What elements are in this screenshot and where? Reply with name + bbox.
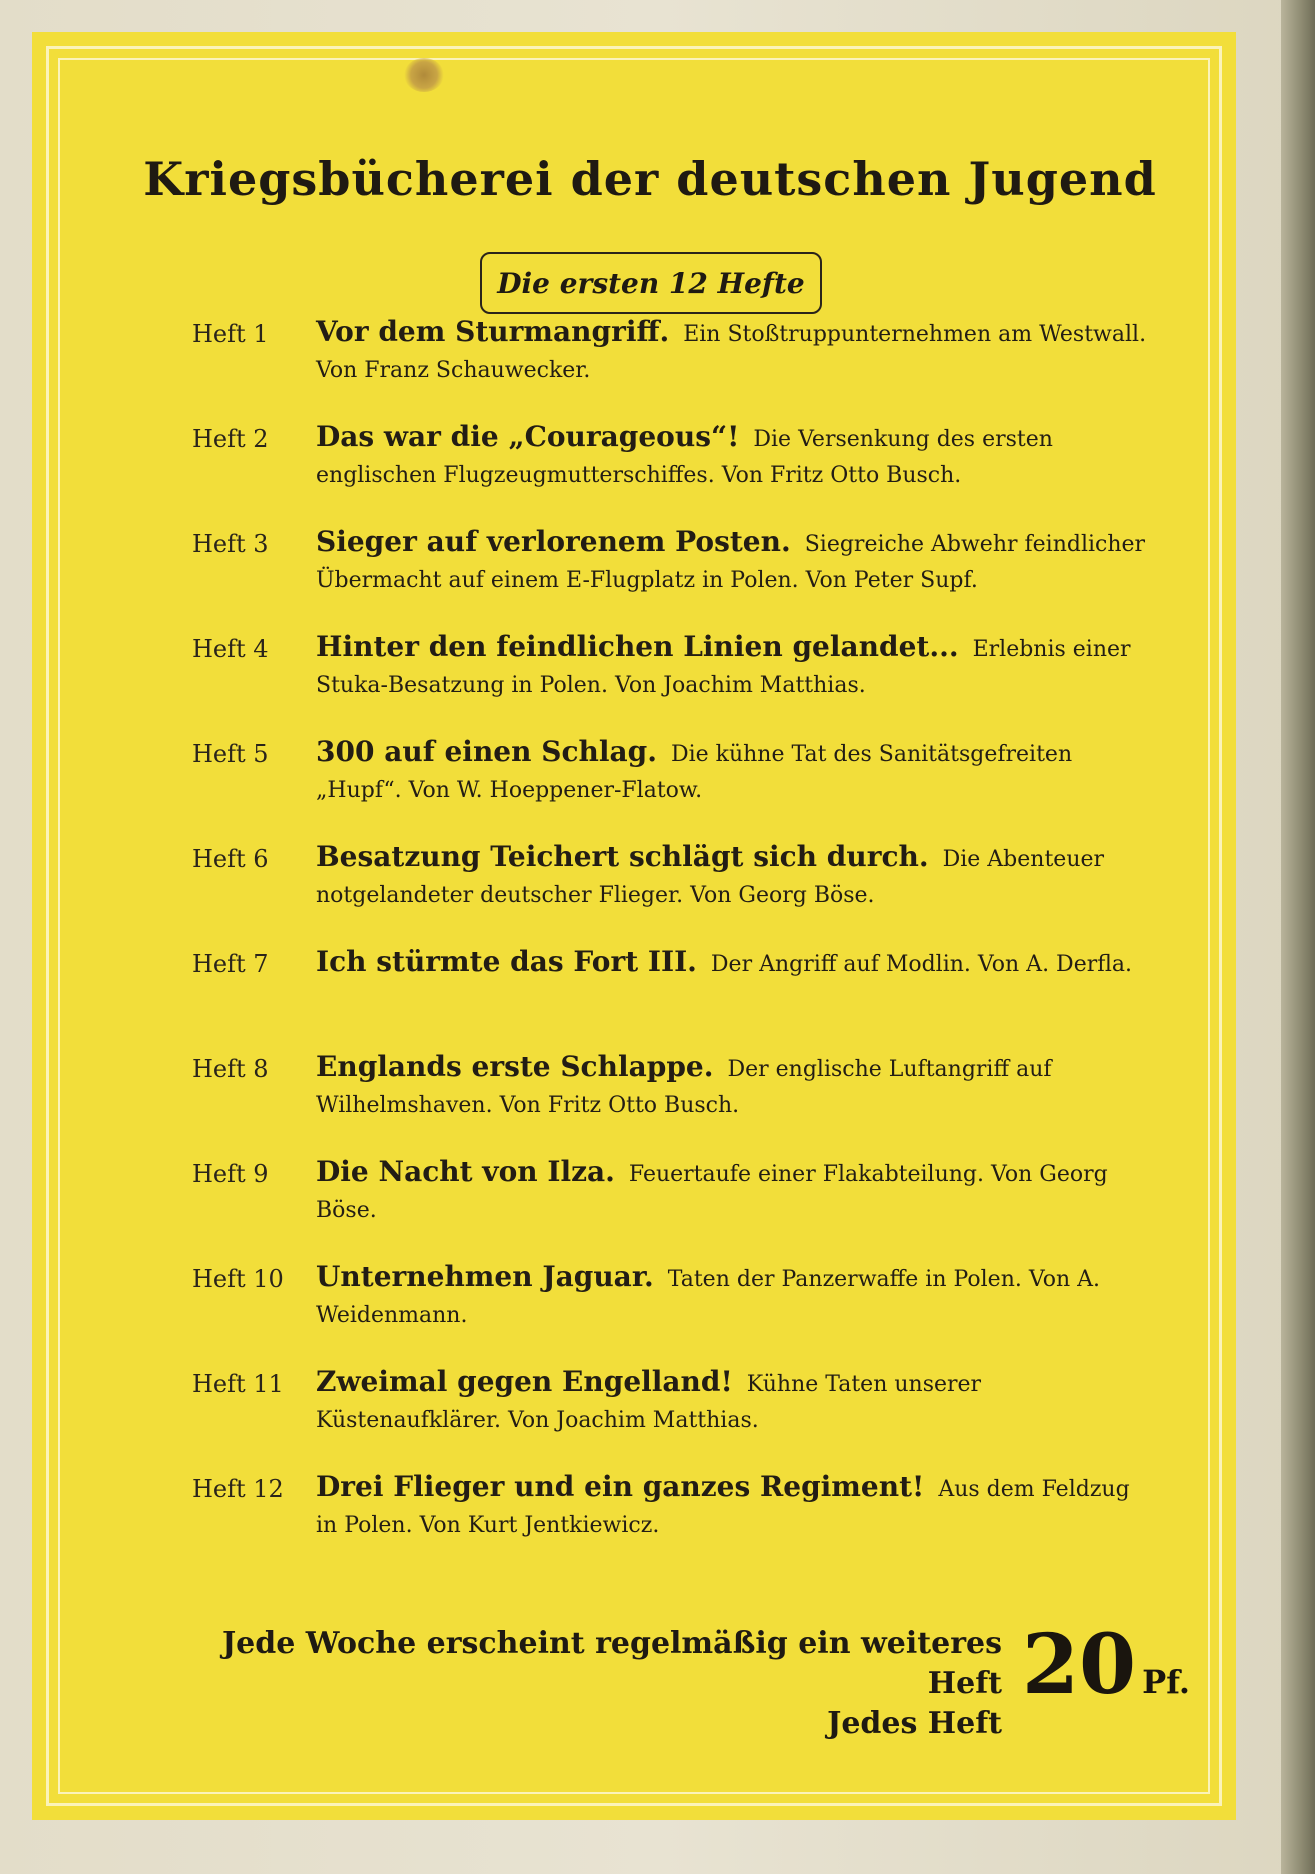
price-value: 20 [1022,1617,1137,1713]
list-item [192,839,1152,919]
item-description: Ein Stoßtruppunternehmen am Westwall. Von Franz Schauwecker. [316,322,1147,383]
item-text [316,524,1156,599]
item-text [316,1049,1156,1124]
item-text [316,314,1156,389]
item-title: Ich stürmte das Fort III. [316,945,697,978]
item-description: Die Abenteuer notgelandeter deutscher Flieger. Von Georg Böse. [316,847,1105,908]
list-item [192,524,1152,604]
list-item [192,629,1152,709]
item-title: Das war die „Courageous“! [316,420,740,453]
item-number: Heft 12 [192,1475,284,1503]
page-title: Kriegsbücherei der deutschen Jugend [143,152,1157,206]
item-description: Feuertaufe einer Flakabteilung. Von Georg Böse. [316,1162,1108,1223]
item-number: Heft 6 [192,845,269,873]
item-number: Heft 8 [192,1055,269,1083]
item-text [316,419,1156,494]
item-description: Die kühne Tat des Sanitätsgefreiten „Hupf“. Von W. Hoeppener-Flatow. [316,742,1073,803]
item-text [316,944,1156,983]
item-title: Englands erste Schlappe. [316,1050,714,1083]
item-number: Heft 3 [192,530,269,558]
list-item [192,1049,1152,1129]
item-description: Aus dem Feldzug in Polen. Von Kurt Jentkiewicz. [316,1477,1130,1538]
subtitle-box [480,252,822,314]
item-text [316,629,1156,704]
item-text [316,1259,1156,1334]
item-description: Kühne Taten unserer Küstenaufklärer. Von Joachim Matthias. [316,1372,982,1433]
item-description: Die Versenkung des ersten englischen Flugzeugmutterschiffes. Von Fritz Otto Busch. [316,427,1053,488]
item-number: Heft 2 [192,425,269,453]
footer-line-1: Jede Woche erscheint regelmäßig ein weiteres Heft [221,1626,1002,1701]
item-title: Zweimal gegen Engelland! [316,1365,733,1398]
footer-line-2: Jedes Heft [827,1706,1002,1741]
item-title: Hinter den feindlichen Linien gelandet... [316,630,959,663]
item-description: Erlebnis einer Stuka-Besatzung in Polen. Von Joachim Matthias. [316,637,1131,698]
item-title: Sieger auf verlorenem Posten. [316,525,791,558]
item-title: Besatzung Teichert schlägt sich durch. [316,840,929,873]
item-number: Heft 4 [192,635,269,663]
item-number: Heft 5 [192,740,269,768]
list-item [192,314,1152,394]
item-title: Die Nacht von Ilza. [316,1155,615,1188]
item-title: Drei Flieger und ein ganzes Regiment! [316,1470,925,1503]
item-text [316,1364,1156,1439]
item-description: Der Angriff auf Modlin. Von A. Derfla. [710,952,1133,977]
list-item [192,1469,1152,1549]
list-item [192,1364,1152,1444]
item-title: Unternehmen Jaguar. [316,1260,654,1293]
item-text [316,839,1156,914]
item-number: Heft 11 [192,1370,284,1398]
item-text [316,734,1156,809]
list-item [192,1154,1152,1234]
subtitle: Die ersten 12 Hefte [497,266,805,300]
item-title: Vor dem Sturmangriff. [316,315,670,348]
item-description: Der englische Luftangriff auf Wilhelmshaven. Von Fritz Otto Busch. [316,1057,1052,1118]
price [1022,1617,1190,1727]
yellow-panel [32,32,1236,1820]
price-unit: Pf. [1142,1663,1190,1701]
list-item [192,944,1152,1024]
item-text [316,1154,1156,1229]
item-title: 300 auf einen Schlag. [316,735,657,768]
item-number: Heft 9 [192,1160,269,1188]
list-item [192,1259,1152,1339]
item-number: Heft 1 [192,320,269,348]
footer-text [202,1624,1002,1744]
item-description: Siegreiche Abwehr feindlicher Übermacht auf einem E-Flugplatz in Polen. Von Peter Supf. [316,532,1146,593]
stain-mark [404,58,444,92]
item-number: Heft 10 [192,1265,284,1293]
list-item [192,734,1152,814]
item-text [316,1469,1156,1544]
item-description: Taten der Panzerwaffe in Polen. Von A. Weidenmann. [316,1267,1101,1328]
page-edge [1281,0,1315,1874]
item-number: Heft 7 [192,950,269,978]
list-item [192,419,1152,499]
